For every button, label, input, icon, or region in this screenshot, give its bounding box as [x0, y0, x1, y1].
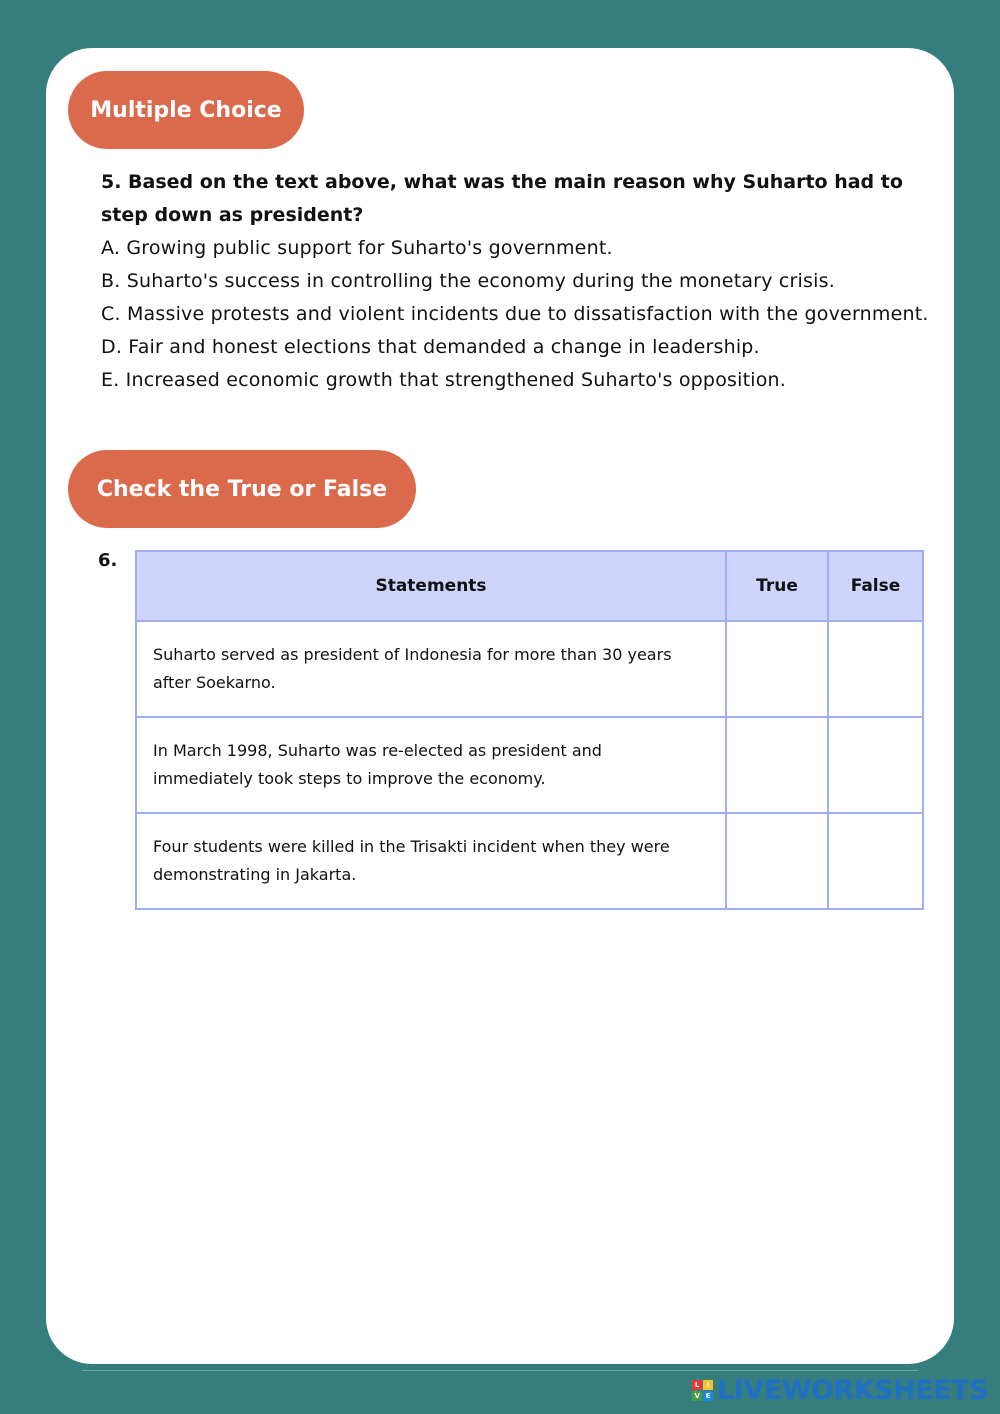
liveworksheets-brand [692, 1374, 988, 1406]
true-answer-box-2[interactable] [726, 717, 828, 813]
table-row [136, 621, 923, 717]
option-c: C. Massive protests and violent incidents due to dissatisfaction with the government. [101, 303, 929, 325]
logo-letter-i: I [703, 1380, 713, 1390]
false-answer-box-2[interactable] [828, 717, 923, 813]
question-5 [101, 166, 931, 397]
table-header-row [136, 551, 923, 621]
false-answer-box-1[interactable] [828, 621, 923, 717]
true-header: True [726, 551, 828, 621]
statement-2: In March 1998, Suharto was re-elected as president and immediately took steps to improve the economy. [136, 717, 726, 813]
statements-header: Statements [136, 551, 726, 621]
false-answer-box-3[interactable] [828, 813, 923, 909]
logo-letter-e: E [703, 1391, 713, 1401]
liveworksheets-logo-icon [692, 1380, 713, 1401]
multiple-choice-heading: Multiple Choice [68, 71, 304, 149]
false-header: False [828, 551, 923, 621]
statement-1: Suharto served as president of Indonesia for more than 30 years after Soekarno. [136, 621, 726, 717]
logo-letter-v: V [692, 1391, 702, 1401]
true-answer-box-1[interactable] [726, 621, 828, 717]
true-false-heading: Check the True or False [68, 450, 416, 528]
brand-name: LIVEWORKSHEETS [717, 1374, 988, 1406]
table-row [136, 717, 923, 813]
question-5-title: 5. Based on the text above, what was the main reason why Suharto had to step down as president? [101, 171, 903, 226]
option-b: B. Suharto's success in controlling the economy during the monetary crisis. [101, 270, 835, 292]
option-e: E. Increased economic growth that strengthened Suharto's opposition. [101, 369, 787, 391]
footer-divider [82, 1370, 918, 1371]
option-a: A. Growing public support for Suharto's government. [101, 237, 613, 259]
worksheet-card [46, 48, 954, 1364]
logo-letter-l: L [692, 1380, 702, 1390]
true-answer-box-3[interactable] [726, 813, 828, 909]
statement-3: Four students were killed in the Trisakti incident when they were demonstrating in Jakarta. [136, 813, 726, 909]
table-row [136, 813, 923, 909]
option-d: D. Fair and honest elections that demanded a change in leadership. [101, 336, 760, 358]
question-6-number: 6. [98, 550, 118, 571]
true-false-table [135, 550, 924, 910]
